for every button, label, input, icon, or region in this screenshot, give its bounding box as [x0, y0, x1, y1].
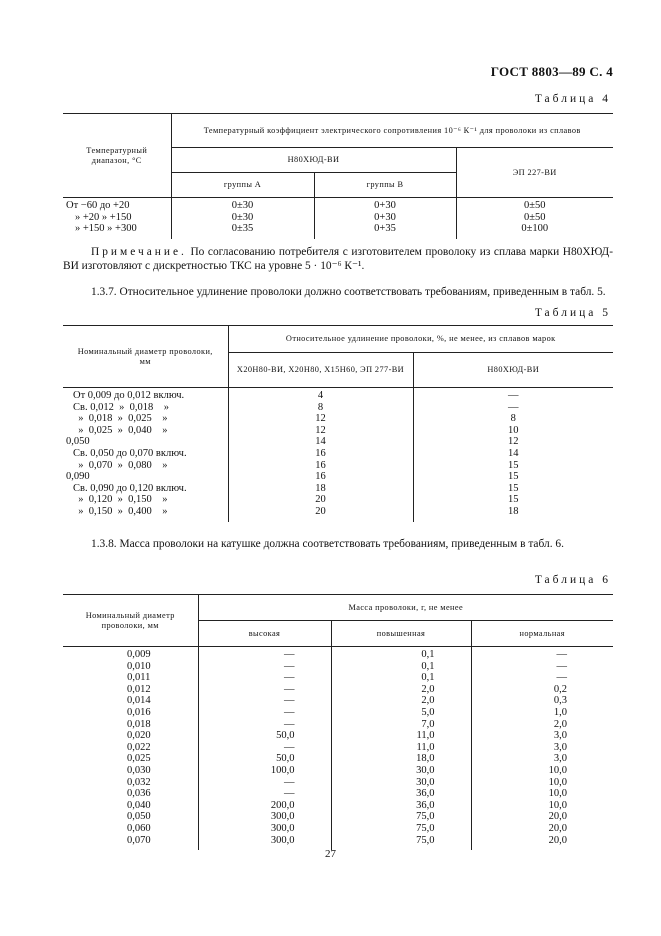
table6-cell-diam: 0,032 — [126, 776, 151, 788]
table4-caption: Таблица 4 — [534, 93, 611, 105]
table-row — [63, 448, 613, 460]
table-row — [63, 753, 613, 765]
table6-cell-normal: — — [471, 661, 613, 673]
table-row — [63, 788, 613, 800]
table6-cell-normal: 20,0 — [471, 823, 613, 835]
table5-cell-b: 18 — [413, 506, 613, 522]
table6-cell-normal: 10,0 — [471, 788, 613, 800]
table-row — [63, 730, 613, 742]
table4-group-a: группы А — [171, 173, 314, 198]
table4-col-range: Температурный диапазон, °С — [63, 114, 171, 198]
table5-cell-b: 8 — [413, 413, 613, 425]
table6-cell-normal: 10,0 — [471, 777, 613, 789]
table4-cell-ga: 0±30 — [171, 198, 314, 212]
table5 — [63, 326, 613, 522]
table6-cell-diam: 0,060 — [126, 822, 151, 834]
table6-cell-high: — — [198, 684, 331, 696]
table5-caption: Таблица 5 — [534, 307, 611, 319]
table6-cell-raised: 18,0 — [331, 753, 471, 765]
table6-cell-normal: 10,0 — [471, 800, 613, 812]
table6-cell-diam: 0,022 — [126, 741, 151, 753]
table6-cell-raised: 0,1 — [331, 661, 471, 673]
table5-cell-a: 8 — [228, 402, 413, 414]
table5-col-b: Н80ХЮД-ВИ — [413, 353, 613, 388]
table6-col-raised: повышенная — [331, 621, 471, 647]
document-header: ГОСТ 8803—89 С. 4 — [490, 64, 613, 79]
table-row — [63, 661, 613, 673]
table6-cell-diam: 0,009 — [63, 647, 198, 661]
table6-cell-high: 50,0 — [198, 753, 331, 765]
table5-cell-diam: » 0,150 » 0,400 » — [73, 505, 168, 517]
table6-cell-normal: — — [471, 647, 613, 661]
table6-cell-raised: 11,0 — [331, 730, 471, 742]
table5-cell-b: 10 — [413, 425, 613, 437]
table5-cell-b: 14 — [413, 448, 613, 460]
table5-cell-a: 14 — [228, 436, 413, 448]
table6-cell-raised: 0,1 — [331, 647, 471, 661]
table6-cell-high: — — [198, 719, 331, 731]
table6-cell-normal: 0,2 — [471, 684, 613, 696]
table6-cell-diam: 0,030 — [126, 764, 151, 776]
table6-cell-raised: 30,0 — [331, 765, 471, 777]
table-row — [63, 471, 613, 483]
table6-cell-high: — — [198, 742, 331, 754]
table6-cell-high: — — [198, 788, 331, 800]
table5-cell-a: 20 — [228, 506, 413, 522]
table4-cell-gb: 0+30 — [314, 212, 456, 224]
table6-cell-diam: 0,014 — [126, 695, 151, 707]
table6-col-normal: нормальная — [471, 621, 613, 647]
table6-cell-normal: 1,0 — [471, 707, 613, 719]
table6-cell-high: — — [198, 777, 331, 789]
table6-cell-normal: 3,0 — [471, 730, 613, 742]
table5-cell-diam: Св. 0,090 до 0,120 включ. — [73, 482, 187, 494]
table-row — [63, 223, 613, 239]
table4-cell-gb: 0+35 — [314, 223, 456, 239]
table-row — [63, 212, 613, 224]
table6-cell-diam: 0,010 — [126, 660, 151, 672]
table4-col-tks: Температурный коэффициент электрического сопротивления 10⁻⁶ К⁻¹ для проволоки из сплавов — [171, 114, 613, 148]
table4-cell-range: » +20 » +150 — [75, 211, 132, 223]
table6-cell-high: 300,0 — [198, 835, 331, 851]
table5-cell-a: 12 — [228, 425, 413, 437]
table4-note — [63, 245, 613, 273]
table4-cell-ep: 0±50 — [456, 212, 613, 224]
table5-cell-b: 15 — [413, 494, 613, 506]
table-row — [63, 506, 613, 522]
table5-cell-a: 4 — [228, 388, 413, 402]
page-number: 27 — [325, 848, 336, 860]
table-row — [63, 719, 613, 731]
paragraph-1-3-8: 1.3.8. Масса проволоки на катушке должна соответствовать требованиям, приведенным в табл. 6. — [91, 538, 564, 550]
table4-cell-ep: 0±50 — [456, 198, 613, 212]
table5-cell-b: 15 — [413, 471, 613, 483]
table6-cell-raised: 75,0 — [331, 811, 471, 823]
table-row — [63, 672, 613, 684]
table6-cell-normal: 20,0 — [471, 811, 613, 823]
table6-cell-raised: 7,0 — [331, 719, 471, 731]
table-row — [63, 483, 613, 495]
table4-group-b: группы В — [314, 173, 456, 198]
table6-cell-raised: 36,0 — [331, 788, 471, 800]
table-row — [63, 777, 613, 789]
table-row — [63, 402, 613, 414]
table5-cell-diam: » 0,018 » 0,025 » — [73, 413, 168, 425]
table6-cell-high: — — [198, 707, 331, 719]
table5-cell-a: 18 — [228, 483, 413, 495]
table-row — [63, 823, 613, 835]
table6-col-diam: Номинальный диаметр проволоки, мм — [63, 595, 198, 647]
table6-cell-high: — — [198, 661, 331, 673]
table6-cell-diam: 0,016 — [126, 706, 151, 718]
paragraph-1-3-7: 1.3.7. Относительное удлинение проволоки должно соответствовать требованиям, приведенным в табл. 5. — [91, 286, 606, 298]
table6-cell-diam: 0,011 — [127, 672, 151, 684]
table5-cell-b: — — [413, 402, 613, 414]
table6-cell-high: 300,0 — [198, 811, 331, 823]
table6-cell-raised: 36,0 — [331, 800, 471, 812]
table6-cell-raised: 75,0 — [331, 835, 471, 851]
table5-cell-a: 12 — [228, 413, 413, 425]
table6-cell-high: 50,0 — [198, 730, 331, 742]
table5-cell-diam: » 0,025 » 0,040 » — [73, 424, 168, 436]
table6-cell-high: 100,0 — [198, 765, 331, 777]
table6-cell-raised: 75,0 — [331, 823, 471, 835]
table4-alloy-a: Н80ХЮД-ВИ — [171, 148, 456, 173]
table4-cell-ga: 0±30 — [171, 212, 314, 224]
table5-cell-b: 15 — [413, 460, 613, 472]
table6-cell-normal: 20,0 — [471, 835, 613, 851]
table-row — [63, 695, 613, 707]
table6-cell-diam: 0,012 — [126, 683, 151, 695]
table5-col-a: Х20Н80-ВИ, Х20Н80, Х15Н60, ЭП 277-ВИ — [228, 353, 413, 388]
table-row — [63, 811, 613, 823]
table-row — [63, 198, 613, 212]
table4-cell-ga: 0±35 — [171, 223, 314, 239]
table4-alloy-b: ЭП 227-ВИ — [456, 148, 613, 198]
table6-cell-normal: 0,3 — [471, 695, 613, 707]
table5-cell-a: 16 — [228, 460, 413, 472]
table6-cell-high: — — [198, 672, 331, 684]
table-row — [63, 684, 613, 696]
table5-cell-a: 16 — [228, 448, 413, 460]
table6-cell-normal: 2,0 — [471, 719, 613, 731]
table6-col-mass: Масса проволоки, г, не менее — [198, 595, 613, 621]
table6-cell-normal: 3,0 — [471, 753, 613, 765]
table-row — [63, 460, 613, 472]
table4-cell-range: » +150 » +300 — [75, 223, 137, 235]
table4-cell-range: От −60 до +20 — [63, 198, 171, 212]
table5-cell-diam: » 0,120 » 0,150 » — [73, 494, 168, 506]
table6-caption: Таблица 6 — [534, 574, 611, 586]
table6-cell-diam: 0,040 — [126, 799, 151, 811]
table5-cell-b: 15 — [413, 483, 613, 495]
table6-cell-normal: 10,0 — [471, 765, 613, 777]
table5-cell-diam: Св. 0,050 до 0,070 включ. — [73, 447, 187, 459]
table5-cell-b: 12 — [413, 436, 613, 448]
table6-cell-raised: 2,0 — [331, 695, 471, 707]
table6-cell-diam: 0,036 — [126, 788, 151, 800]
note-label: Примечание. — [91, 246, 187, 258]
table6-cell-high: 200,0 — [198, 800, 331, 812]
table6-cell-normal: 3,0 — [471, 742, 613, 754]
table6-cell-diam: 0,020 — [126, 730, 151, 742]
table5-cell-diam: От 0,009 до 0,012 включ. — [63, 388, 228, 402]
table6-cell-high: — — [198, 647, 331, 661]
table5-cell-b: — — [413, 388, 613, 402]
table-row — [63, 800, 613, 812]
table6-col-high: высокая — [198, 621, 331, 647]
table-row — [63, 425, 613, 437]
table-row — [63, 413, 613, 425]
table-row — [63, 388, 613, 402]
table6-cell-raised: 30,0 — [331, 777, 471, 789]
table6-cell-diam: 0,018 — [126, 718, 151, 730]
table5-cell-diam: 0,090 — [66, 471, 90, 483]
table-row — [63, 436, 613, 448]
table4-cell-gb: 0+30 — [314, 198, 456, 212]
table6-cell-high: — — [198, 695, 331, 707]
table4 — [63, 114, 613, 239]
table-row — [63, 707, 613, 719]
table6-cell-high: 300,0 — [198, 823, 331, 835]
table5-cell-diam: 0,050 — [66, 436, 90, 448]
table6-cell-raised: 2,0 — [331, 684, 471, 696]
table6 — [63, 595, 613, 850]
table5-cell-diam: » 0,070 » 0,080 » — [73, 459, 168, 471]
table6-cell-raised: 11,0 — [331, 742, 471, 754]
table6-cell-raised: 5,0 — [331, 707, 471, 719]
table-row — [63, 647, 613, 661]
table6-cell-diam: 0,025 — [126, 753, 151, 765]
table6-cell-raised: 0,1 — [331, 672, 471, 684]
table5-col-diam: Номинальный диаметр проволоки, мм — [63, 326, 228, 388]
table5-col-elong: Относительное удлинение проволоки, %, не менее, из сплавов марок — [228, 326, 613, 353]
table-row — [63, 742, 613, 754]
table5-cell-a: 16 — [228, 471, 413, 483]
table6-cell-normal: — — [471, 672, 613, 684]
note-text: По согласованию потребителя с изготовителем проволоку из сплава марки Н80ХЮД-ВИ изготовляют с дискретностью ТКС на уровне 5 · 10⁻⁶ К⁻¹. — [63, 246, 613, 272]
table5-cell-diam: Св. 0,012 » 0,018 » — [73, 401, 169, 413]
table-row — [63, 765, 613, 777]
table6-cell-diam: 0,070 — [126, 834, 151, 846]
table5-cell-a: 20 — [228, 494, 413, 506]
table6-cell-diam: 0,050 — [126, 811, 151, 823]
table4-cell-ep: 0±100 — [456, 223, 613, 239]
table-row — [63, 494, 613, 506]
